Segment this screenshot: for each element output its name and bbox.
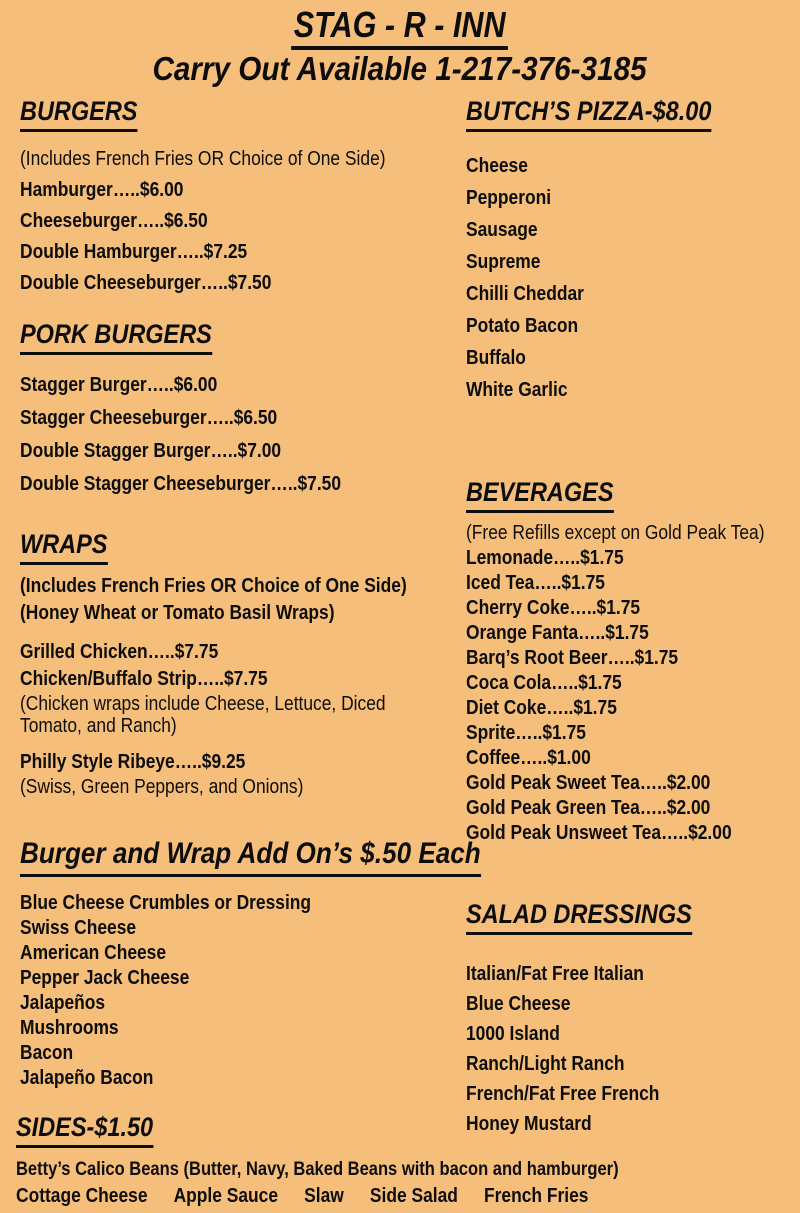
- sides-row: [16, 1184, 619, 1208]
- pizza-item: Buffalo: [466, 347, 526, 369]
- side-item: Cottage Cheese: [16, 1185, 148, 1207]
- sides-title: SIDES-$1.50: [16, 1112, 153, 1148]
- menu-line: Chicken/Buffalo Strip…..$7.75: [20, 668, 268, 690]
- addon-item: Mushrooms: [20, 1017, 119, 1039]
- menu-line: (Includes French Fries OR Choice of One Side): [20, 148, 386, 170]
- addons-title: Burger and Wrap Add On’s $.50 Each: [20, 836, 481, 877]
- menu-line: Coffee…..$1.00: [466, 747, 591, 769]
- beverages-title: BEVERAGES: [466, 477, 614, 513]
- side-item: French Fries: [484, 1185, 589, 1207]
- menu-line: (Chicken wraps include Cheese, Lettuce, Diced Tomato, and Ranch): [20, 693, 386, 737]
- wraps-section: [20, 529, 466, 798]
- menu-line: Stagger Burger…..$6.00: [20, 374, 218, 396]
- side-item: Side Salad: [369, 1185, 458, 1207]
- menu-line: Gold Peak Unsweet Tea…..$2.00: [466, 822, 732, 844]
- page-title: STAG - R - INN: [291, 5, 508, 50]
- menu-columns: [0, 96, 800, 1139]
- pizza-lines: [466, 150, 796, 406]
- menu-line: (Includes French Fries OR Choice of One Side): [20, 575, 407, 597]
- left-column: [20, 96, 481, 1139]
- salad-dressings-section: [466, 899, 796, 1139]
- wraps-lines: [20, 573, 466, 798]
- menu-line: Diet Coke…..$1.75: [466, 697, 617, 719]
- menu-line: (Swiss, Green Peppers, and Onions): [20, 776, 304, 798]
- pizza-section: [466, 96, 796, 406]
- menu-line: Philly Style Ribeye…..$9.25: [20, 751, 246, 773]
- menu-line: Hamburger…..$6.00: [20, 179, 184, 201]
- menu-line: Stagger Cheeseburger…..$6.50: [20, 407, 278, 429]
- pizza-item: Cheese: [466, 155, 528, 177]
- addon-item: Swiss Cheese: [20, 917, 137, 939]
- right-column: [466, 96, 796, 1139]
- wraps-title: WRAPS: [20, 529, 107, 565]
- calico-beans-line: Betty’s Calico Beans (Butter, Navy, Baked Beans with bacon and hamburger): [16, 1159, 619, 1180]
- salad-dressings-title: SALAD DRESSINGS: [466, 899, 692, 935]
- burgers-lines: [20, 144, 466, 299]
- addons-section: [20, 836, 481, 1091]
- pizza-item: Chilli Cheddar: [466, 283, 584, 305]
- menu-line: (Free Refills except on Gold Peak Tea): [466, 522, 765, 544]
- addon-item: American Cheese: [20, 942, 167, 964]
- menu-line: (Honey Wheat or Tomato Basil Wraps): [20, 602, 335, 624]
- pizza-title: BUTCH’S PIZZA-$8.00: [466, 96, 711, 132]
- carry-out-phone-line: Carry Out Available 1-217-376-3185: [152, 50, 648, 87]
- pork-burgers-title: PORK BURGERS: [20, 319, 212, 355]
- beverages-section: [466, 477, 796, 846]
- side-item: Apple Sauce: [173, 1185, 279, 1207]
- menu-line: Gold Peak Green Tea…..$2.00: [466, 797, 711, 819]
- salad-dressing-item: 1000 Island: [466, 1023, 560, 1045]
- salad-dressing-item: Honey Mustard: [466, 1113, 592, 1135]
- addons-lines: [20, 891, 466, 1091]
- addon-item: Jalapeños: [20, 992, 106, 1014]
- menu-line: Barq’s Root Beer…..$1.75: [466, 647, 679, 669]
- menu-line: Cheeseburger…..$6.50: [20, 210, 208, 232]
- menu-line: Grilled Chicken…..$7.75: [20, 641, 219, 663]
- pizza-item: Pepperoni: [466, 187, 552, 209]
- menu-header: [0, 0, 800, 88]
- pizza-item: White Garlic: [466, 379, 568, 401]
- pork-burgers-lines: [20, 369, 466, 501]
- addon-item: Bacon: [20, 1042, 74, 1064]
- menu-line: Iced Tea…..$1.75: [466, 572, 605, 594]
- burgers-section: [20, 96, 466, 299]
- salad-dressing-item: French/Fat Free French: [466, 1083, 660, 1105]
- menu-line: Double Cheeseburger…..$7.50: [20, 272, 272, 294]
- menu-line: Orange Fanta…..$1.75: [466, 622, 649, 644]
- pizza-item: Sausage: [466, 219, 538, 241]
- menu-line: Double Stagger Burger…..$7.00: [20, 440, 282, 462]
- menu-line: Double Stagger Cheeseburger…..$7.50: [20, 473, 342, 495]
- addon-item: Jalapeño Bacon: [20, 1067, 154, 1089]
- menu-line: Coca Cola…..$1.75: [466, 672, 622, 694]
- burgers-title: BURGERS: [20, 96, 137, 132]
- menu-line: Lemonade…..$1.75: [466, 547, 624, 569]
- side-item: Slaw: [304, 1185, 344, 1207]
- salad-dressing-item: Ranch/Light Ranch: [466, 1053, 625, 1075]
- menu-line: Gold Peak Sweet Tea…..$2.00: [466, 772, 711, 794]
- menu-line: Double Hamburger…..$7.25: [20, 241, 248, 263]
- salad-dressing-item: Blue Cheese: [466, 993, 571, 1015]
- menu-line: Sprite…..$1.75: [466, 722, 586, 744]
- sides-section: [16, 1112, 709, 1208]
- salad-dressing-item: Italian/Fat Free Italian: [466, 963, 644, 985]
- pizza-item: Potato Bacon: [466, 315, 579, 337]
- addon-item: Pepper Jack Cheese: [20, 967, 190, 989]
- pizza-item: Supreme: [466, 251, 541, 273]
- menu-line: Cherry Coke…..$1.75: [466, 597, 641, 619]
- beverages-lines: [466, 521, 796, 846]
- addon-item: Blue Cheese Crumbles or Dressing: [20, 892, 312, 914]
- pork-burgers-section: [20, 319, 466, 501]
